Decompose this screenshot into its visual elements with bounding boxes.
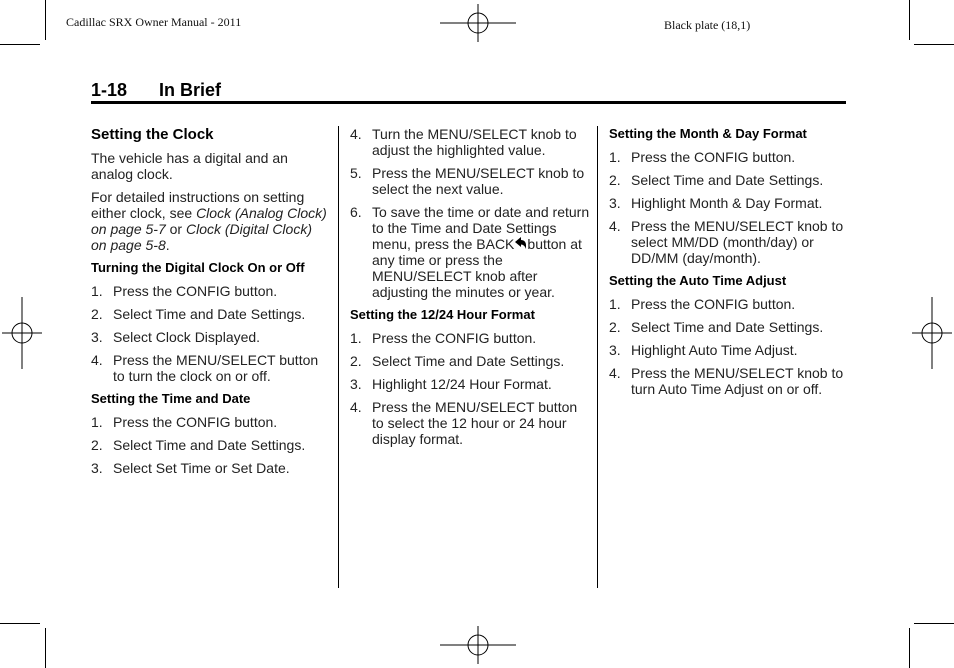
list-item bbox=[91, 306, 331, 322]
step-number: 2. bbox=[91, 437, 103, 453]
setting-clock-heading: Setting the Clock bbox=[91, 126, 214, 143]
list-item bbox=[609, 296, 844, 312]
heading-rule bbox=[91, 101, 846, 104]
step-number: 4. bbox=[350, 399, 362, 415]
list-item bbox=[91, 460, 331, 476]
crop-mark bbox=[909, 0, 910, 40]
step-number: 3. bbox=[91, 329, 103, 345]
list-item bbox=[350, 330, 590, 346]
list-item bbox=[91, 352, 331, 384]
list-item bbox=[609, 218, 844, 266]
crop-mark bbox=[45, 0, 46, 40]
page-number: 1-18 bbox=[91, 80, 128, 100]
crop-mark bbox=[0, 44, 40, 45]
digital-clock-steps bbox=[91, 283, 331, 384]
step-number: 4. bbox=[91, 352, 103, 368]
running-header-left: Cadillac SRX Owner Manual - 2011 bbox=[66, 15, 242, 29]
hour-format-heading: Setting the 12/24 Hour Format bbox=[350, 307, 535, 322]
analog-clock-reference[interactable]: Clock (Analog Clock) on page 5-7 bbox=[91, 205, 327, 237]
step-text: Press the CONFIG button. bbox=[113, 283, 278, 299]
back-arrow-icon bbox=[515, 237, 526, 249]
step-text: Press the MENU/SELECT knob to select the next value. bbox=[372, 165, 585, 197]
registration-mark-top bbox=[440, 4, 516, 42]
step-text: Highlight Month & Day Format. bbox=[631, 195, 823, 211]
crop-mark bbox=[45, 628, 46, 668]
step-number: 1. bbox=[91, 283, 103, 299]
step-text: Select Time and Date Settings. bbox=[113, 306, 306, 322]
time-date-heading: Setting the Time and Date bbox=[91, 391, 251, 406]
digital-clock-on-off-heading: Turning the Digital Clock On or Off bbox=[91, 260, 305, 275]
step-number: 1. bbox=[350, 330, 362, 346]
step-text: Turn the MENU/SELECT knob to adjust the highlighted value. bbox=[372, 126, 577, 158]
step-number: 1. bbox=[91, 414, 103, 430]
registration-mark-right bbox=[912, 297, 952, 369]
crop-mark bbox=[0, 623, 40, 624]
step-text: button at any time or press the MENU/SELECT knob after adjusting the minutes or year. bbox=[372, 236, 582, 300]
step-text: Select Time and Date Settings. bbox=[631, 319, 824, 335]
step-text: Press the CONFIG button. bbox=[631, 296, 796, 312]
list-item bbox=[350, 353, 590, 369]
list-item bbox=[350, 204, 590, 300]
step-number: 4. bbox=[609, 365, 621, 381]
list-item bbox=[91, 329, 331, 345]
column-2 bbox=[350, 126, 590, 454]
detail-text: or bbox=[165, 221, 186, 237]
list-item bbox=[91, 437, 331, 453]
hour-format-steps bbox=[350, 330, 590, 447]
list-item bbox=[91, 283, 331, 299]
detail-paragraph bbox=[91, 189, 331, 253]
step-number: 2. bbox=[350, 353, 362, 369]
step-text: Press the MENU/SELECT button to select the 12 hour or 24 hour display format. bbox=[372, 399, 578, 447]
step-number: 2. bbox=[609, 319, 621, 335]
step-number: 3. bbox=[609, 195, 621, 211]
auto-time-adjust-heading: Setting the Auto Time Adjust bbox=[609, 273, 787, 288]
list-item bbox=[609, 195, 844, 211]
step-number: 4. bbox=[609, 218, 621, 234]
detail-text: For detailed instructions on setting either clock, see bbox=[91, 189, 305, 221]
step-text: To save the time or date and return to the Time and Date Settings menu, press the BACK bbox=[372, 204, 590, 252]
step-text: Highlight 12/24 Hour Format. bbox=[372, 376, 552, 392]
step-text: Select Time and Date Settings. bbox=[113, 437, 306, 453]
detail-text: . bbox=[165, 237, 170, 253]
step-number: 6. bbox=[350, 204, 362, 220]
list-item bbox=[609, 342, 844, 358]
step-text: Press the CONFIG button. bbox=[372, 330, 537, 346]
list-item bbox=[350, 165, 590, 197]
list-item bbox=[350, 399, 590, 447]
section-title: In Brief bbox=[159, 80, 222, 100]
step-text: Highlight Auto Time Adjust. bbox=[631, 342, 798, 358]
list-item bbox=[609, 149, 844, 165]
step-number: 1. bbox=[609, 149, 621, 165]
running-header-right: Black plate (18,1) bbox=[664, 18, 751, 32]
list-item bbox=[609, 319, 844, 335]
month-day-steps bbox=[609, 149, 844, 266]
month-day-format-heading: Setting the Month & Day Format bbox=[609, 126, 807, 141]
column-divider bbox=[338, 126, 339, 588]
crop-mark bbox=[914, 623, 954, 624]
step-text: Select Set Time or Set Date. bbox=[113, 460, 290, 476]
list-item bbox=[609, 172, 844, 188]
digital-clock-reference[interactable]: Clock (Digital Clock) on page 5-8 bbox=[91, 221, 312, 253]
list-item bbox=[609, 365, 844, 397]
step-number: 1. bbox=[609, 296, 621, 312]
step-text: Press the CONFIG button. bbox=[113, 414, 278, 430]
step-number: 2. bbox=[91, 306, 103, 322]
intro-paragraph: The vehicle has a digital and an analog clock. bbox=[91, 150, 288, 182]
step-number: 3. bbox=[91, 460, 103, 476]
list-item bbox=[350, 376, 590, 392]
crop-mark bbox=[914, 44, 954, 45]
column-1 bbox=[91, 126, 331, 483]
step-text: Select Time and Date Settings. bbox=[631, 172, 824, 188]
list-item bbox=[91, 414, 331, 430]
registration-mark-left bbox=[2, 297, 42, 369]
step-number: 2. bbox=[609, 172, 621, 188]
step-number: 5. bbox=[350, 165, 362, 181]
step-text: Select Time and Date Settings. bbox=[372, 353, 565, 369]
crop-mark bbox=[909, 628, 910, 668]
time-date-steps-continued bbox=[350, 126, 590, 300]
step-text: Select Clock Displayed. bbox=[113, 329, 261, 345]
step-text: Press the MENU/SELECT button to turn the clock on or off. bbox=[113, 352, 319, 384]
step-text: Press the MENU/SELECT knob to select MM/DD (month/day) or DD/MM (day/month). bbox=[631, 218, 844, 266]
step-number: 3. bbox=[350, 376, 362, 392]
column-divider bbox=[597, 126, 598, 588]
step-text: Press the CONFIG button. bbox=[631, 149, 796, 165]
auto-time-steps bbox=[609, 296, 844, 397]
step-number: 3. bbox=[609, 342, 621, 358]
step-number: 4. bbox=[350, 126, 362, 142]
list-item bbox=[350, 126, 590, 158]
page-heading bbox=[91, 80, 221, 101]
column-3 bbox=[609, 126, 844, 404]
time-date-steps bbox=[91, 414, 331, 476]
step-text: Press the MENU/SELECT knob to turn Auto Time Adjust on or off. bbox=[631, 365, 844, 397]
registration-mark-bottom bbox=[440, 626, 516, 664]
